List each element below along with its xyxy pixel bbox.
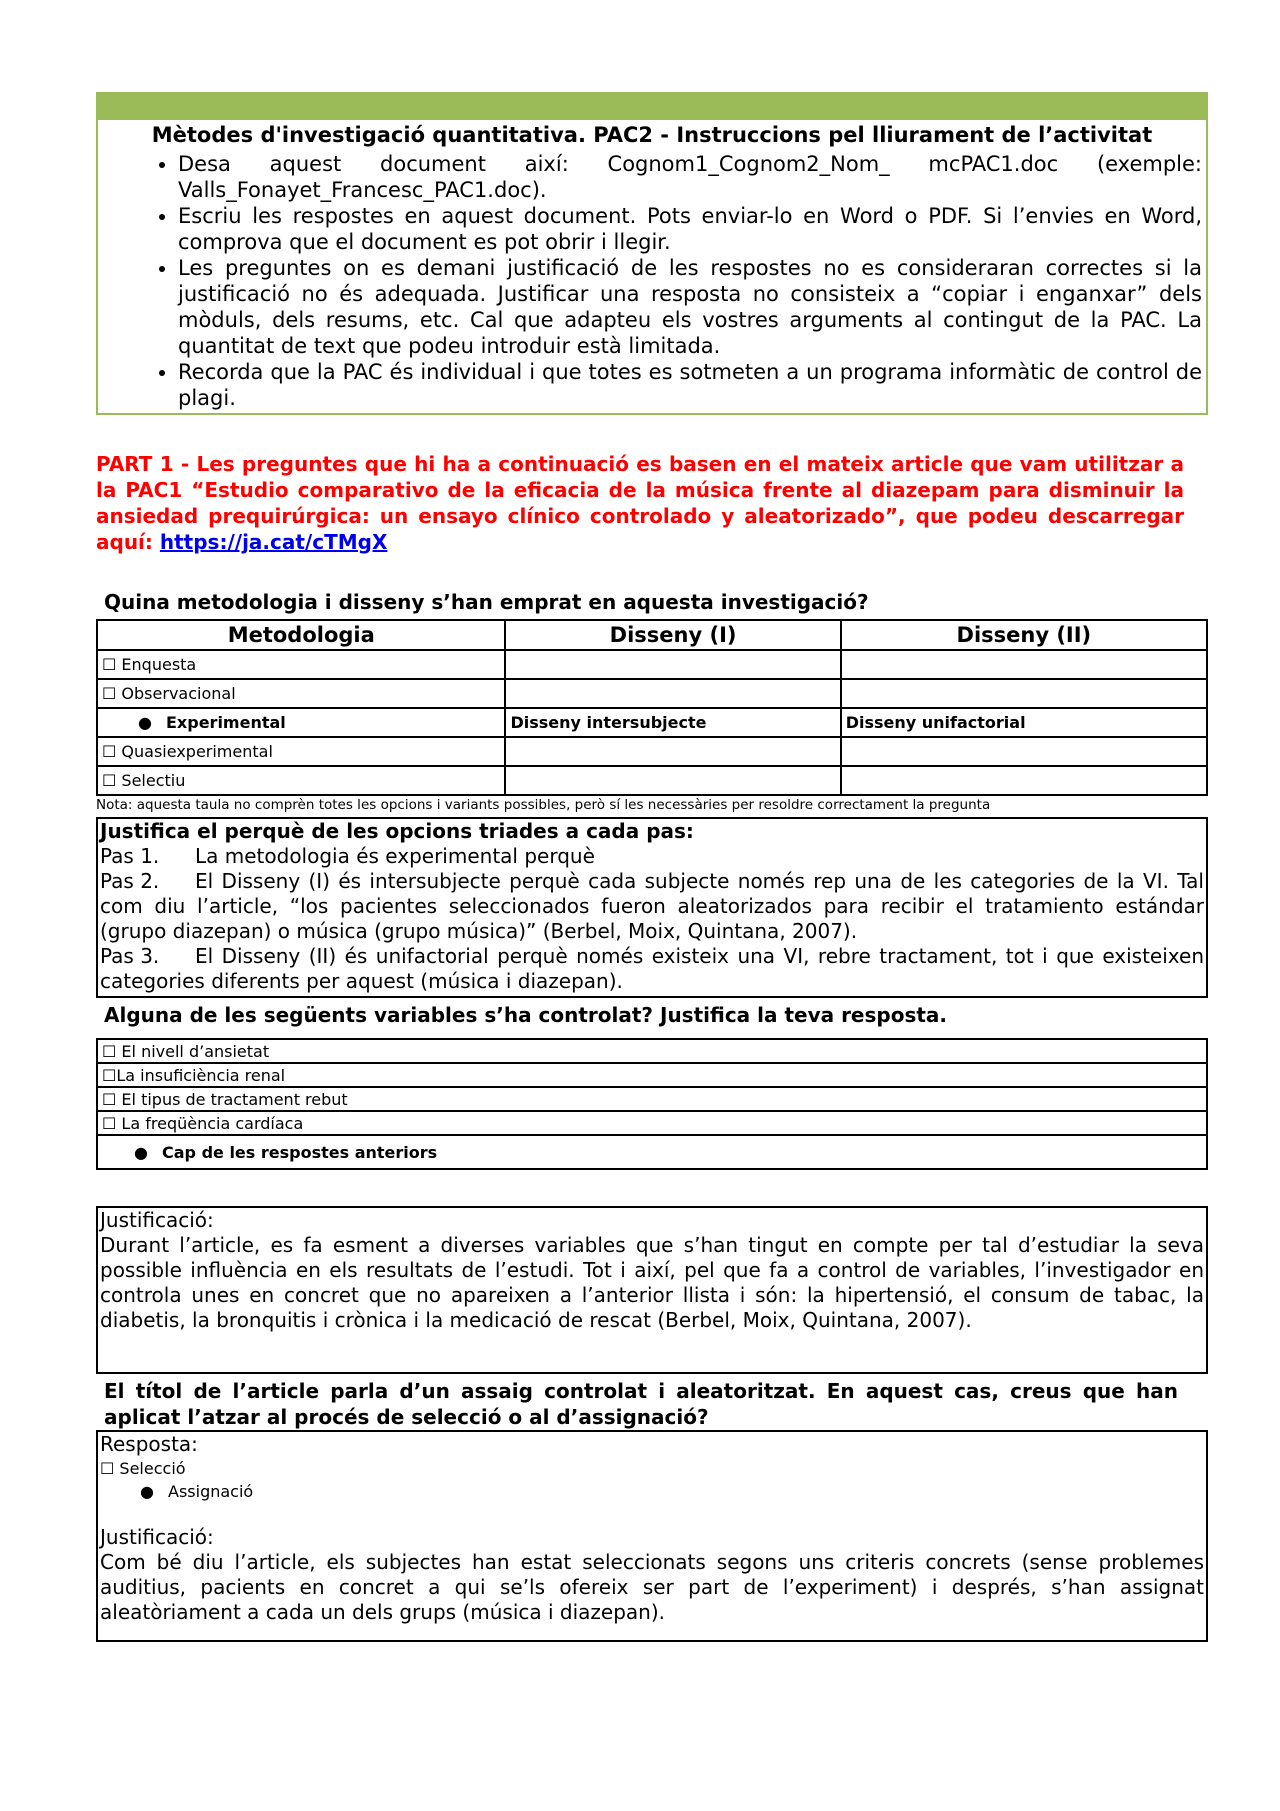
variable-option[interactable]: ☐ La freqüència cardíaca [97,1111,1207,1135]
step-1 [100,844,1204,869]
document-page [96,92,1208,1642]
methodology-selected-label: Experimental [166,713,286,732]
design1-cell[interactable]: Disseny intersubjecte [505,708,840,737]
step-label: Pas 1. [100,844,160,868]
table-row [97,737,1207,766]
variable-selected-label: Cap de les respostes anteriors [162,1142,438,1162]
design1-cell[interactable] [505,679,840,708]
design1-cell[interactable] [505,650,840,679]
design2-cell[interactable] [841,679,1207,708]
table-row-selected [97,708,1207,737]
variables-table [96,1038,1208,1170]
article-download-link[interactable]: https://ja.cat/cTMgX [159,530,388,554]
instruction-item: • Recorda que la PAC és individual i que totes es sotmeten a un programa informàtic de control de plagi. [178,359,1202,411]
option-selected-label: Assignació [168,1482,254,1501]
methodology-option[interactable]: ☐ Selectiu [97,766,505,795]
instructions-box [96,92,1208,415]
justification-text: Durant l’article, es fa esment a diverses variables que s’han tingut en compte per tal d’estudiar la seva possible influència en els resultats de l’estudi. Tot i així, pel que fa a control de variables, l’investigador en controla unes en concret que no apareixen a l’anterior llista i són: la hipertensió, el consum de tabac, la diabetis, la bronquitis i crònica i la medicació de rescat (Berbel, Moix, Quintana, 2007). [100,1233,1204,1332]
header-disseny-1: Disseny (I) [505,620,840,650]
justify-title: Justifica el perquè de les opcions triades a cada pas: [100,819,694,843]
header-disseny-2: Disseny (II) [841,620,1207,650]
justification-text: Com bé diu l’article, els subjectes han estat seleccionats segons uns criteris concrets (sense problemes auditius, pacients en concret a qui se’ls ofereix ser part de l’experiment) i després, s’han assignat aleatòriament a cada un dels grups (música i diazepan). [100,1550,1204,1624]
step-text: El Disseny (I) és intersubjecte perquè cada subjecte només rep una de les categories de la VI. Tal com diu l’article, “los pacientes seleccionados fueron aleatorizados para recibir el tratamiento estándar (grupo diazepan) o música (grupo música)” (Berbel, Moix, Quintana, 2007). [100,869,1204,943]
answer-label: Resposta: [100,1432,198,1456]
design2-cell[interactable] [841,650,1207,679]
methodology-option[interactable]: ☐ Enquesta [97,650,505,679]
question3-text: El títol de l’article parla d’un assaig controlat i aleatoritzat. En aquest cas, creus que han aplicat l’atzar al procés de selecció o al d’assignació? [104,1379,1178,1429]
instructions-list [98,151,1206,411]
design1-cell[interactable] [505,766,840,795]
variable-option-selected[interactable] [97,1135,1207,1169]
methodology-option[interactable]: ☐ Quasiexperimental [97,737,505,766]
justification-label: Justificació: [100,1208,214,1232]
table-row [97,679,1207,708]
instructions-header-bar [98,94,1206,120]
justification-box-q1[interactable] [96,817,1208,998]
part1-intro [96,451,1208,555]
variable-option[interactable]: ☐ El tipus de tractament rebut [97,1087,1207,1111]
instructions-title: Mètodes d'investigació quantitativa. PAC2 - Instruccions pel lliurament de l’activitat [151,123,1153,147]
option-seleccio[interactable]: ☐ Selecció [100,1459,186,1478]
step-text: La metodologia és experimental perquè [195,844,595,868]
question1-text: Quina metodologia i disseny s’han emprat en aquesta investigació? [104,590,869,614]
table-row [97,766,1207,795]
methodology-option-selected[interactable] [97,708,505,737]
option-assignacio-selected[interactable] [100,1480,1204,1503]
variable-option[interactable]: ☐La insuficiència renal [97,1063,1207,1087]
instruction-item: • Escriu les respostes en aquest document. Pots enviar-lo en Word o PDF. Si l’envies en Word, comprova que el document es pot obrir i llegir. [178,203,1202,255]
part1-text: PART 1 - Les preguntes que hi ha a continuació es basen en el mateix article que vam utilitzar a la PAC1 “Estudio comparativo de la eficacia de la música frente al diazepam para disminuir la ansiedad prequirúrgica: un ensayo clínico controlado y aleatorizado”, que podeu descarregar aquí: [96,452,1184,554]
step-2 [100,869,1204,944]
justification-box-q2[interactable] [96,1206,1208,1374]
justification-label: Justificació: [100,1525,214,1549]
step-label: Pas 2. [100,869,160,893]
answer-options [100,1457,1204,1503]
variable-option[interactable]: ☐ El nivell d’ansietat [97,1039,1207,1063]
step-label: Pas 3. [100,944,160,968]
question2-text: Alguna de les següents variables s’ha controlat? Justifica la teva resposta. [104,1003,948,1027]
design2-cell[interactable] [841,766,1207,795]
design1-cell[interactable] [505,737,840,766]
spacer [100,1503,1204,1525]
step-3 [100,944,1204,994]
header-metodologia: Metodologia [97,620,505,650]
design2-cell[interactable] [841,737,1207,766]
answer-box-q3[interactable] [96,1430,1208,1642]
table-row [97,650,1207,679]
design2-cell[interactable]: Disseny unifactorial [841,708,1207,737]
table-header-row [97,620,1207,650]
step-text: El Disseny (II) és unifactorial perquè només existeix una VI, rebre tractament, tot i que existeixen categories diferents per aquest (música i diazepan). [100,944,1204,993]
bullet-icon: ● [138,713,152,732]
instruction-item: • Les preguntes on es demani justificació de les respostes no es consideraran correctes si la justificació no és adequada. Justificar una resposta no consisteix a “copiar i enganxar” dels mòduls, dels resums, etc. Cal que adapteu els vostres arguments al contingut de la PAC. La quantitat de text que podeu introduir està limitada. [178,255,1202,359]
methodology-option[interactable]: ☐ Observacional [97,679,505,708]
bullet-icon: ● [134,1142,148,1162]
table-note: Nota: aquesta taula no comprèn totes les opcions i variants possibles, però sí les necessàries per resoldre correctament la pregunta [96,797,991,813]
methodology-table [96,619,1208,796]
bullet-icon: ● [140,1482,154,1501]
instruction-item: • Desa aquest document així: Cognom1_Cognom2_Nom_ mcPAC1.doc (exemple: Valls_Fonayet_Francesc_PAC1.doc). [178,151,1202,203]
